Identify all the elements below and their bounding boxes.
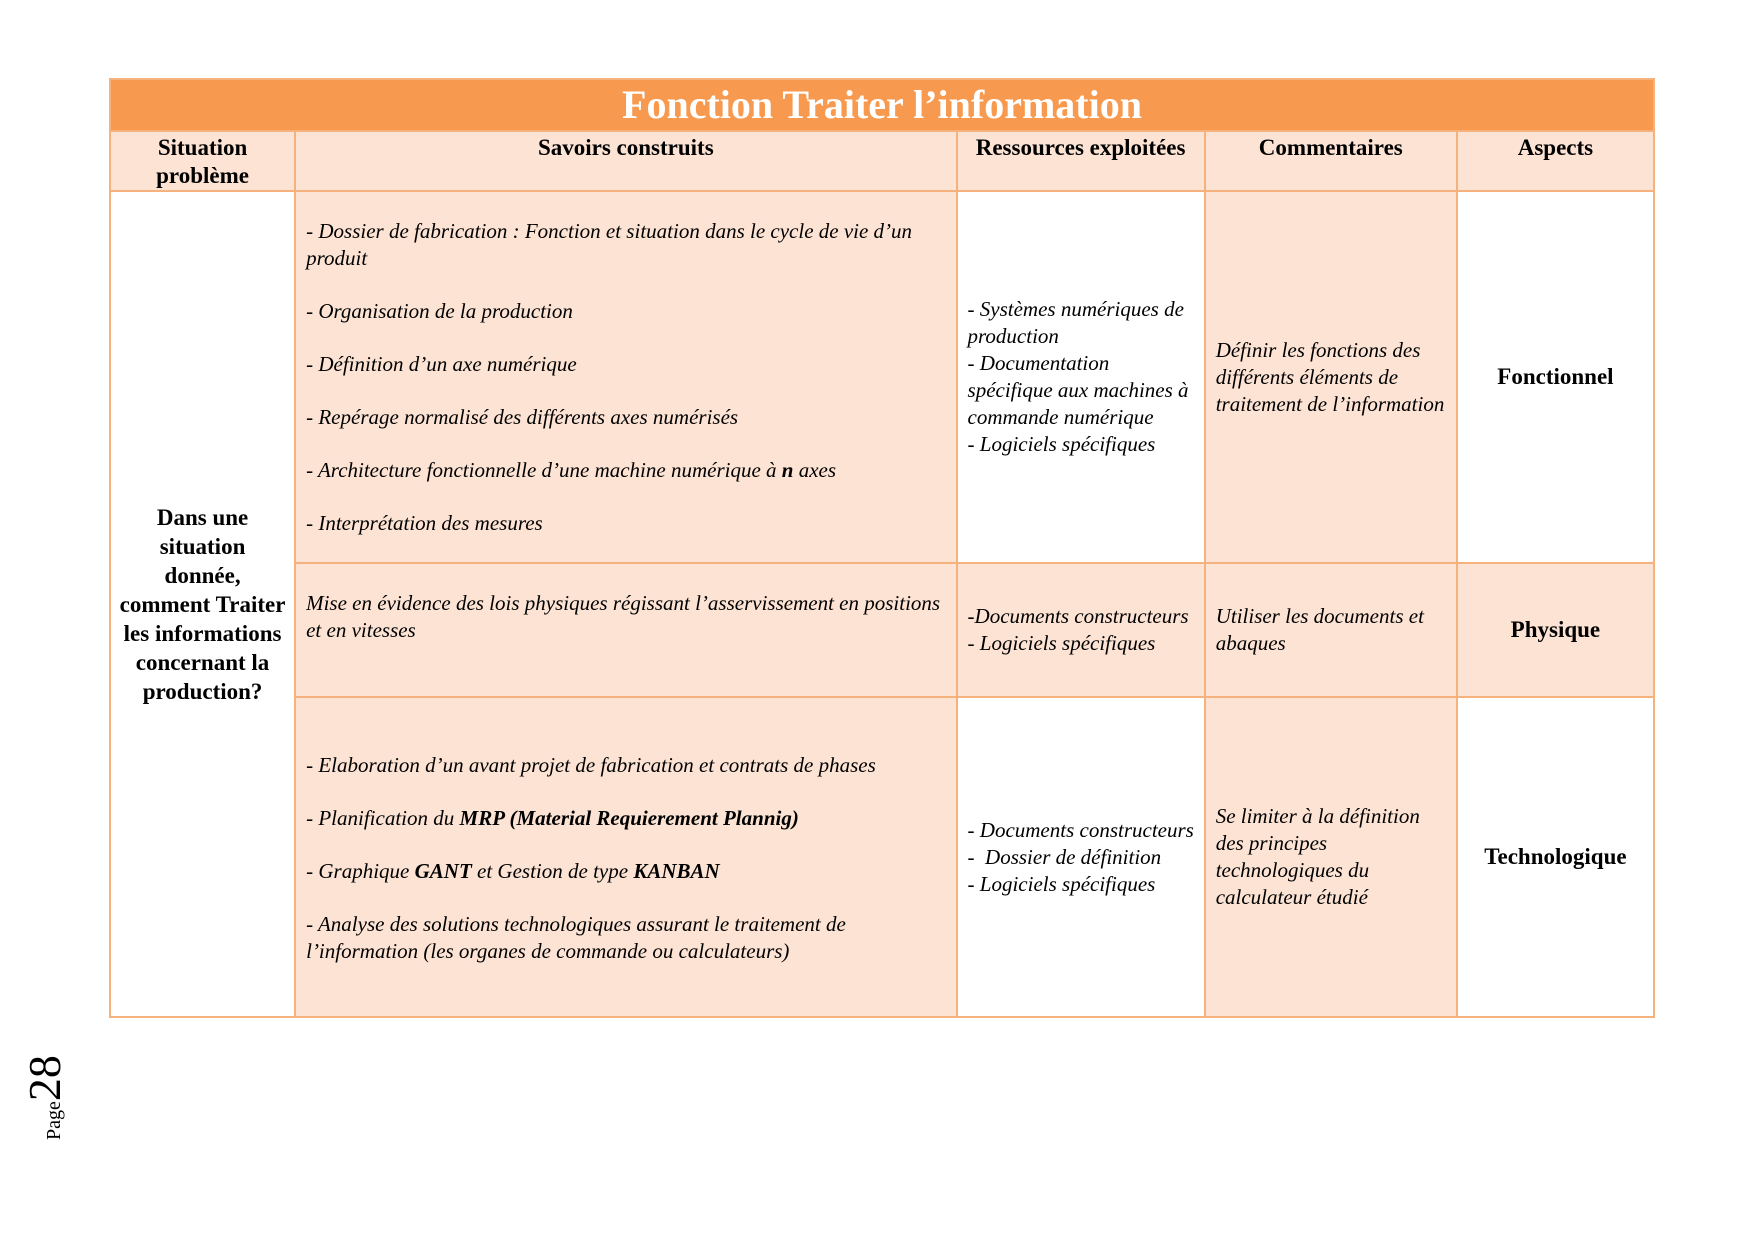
aspect-fonctionnel: Fonctionnel — [1457, 191, 1654, 563]
list-item — [306, 805, 945, 832]
savoirs-cell-technologique — [295, 697, 956, 1017]
curriculum-table — [109, 78, 1655, 1018]
graph-pre: - Graphique — [306, 859, 415, 883]
ressources-cell-fonctionnel — [957, 191, 1205, 563]
aspect-physique: Physique — [1457, 563, 1654, 697]
list-item — [306, 858, 945, 885]
ressources-cell-physique — [957, 563, 1205, 697]
header-savoirs: Savoirs construits — [295, 131, 956, 191]
header-ressources: Ressources exploitées — [957, 131, 1205, 191]
arch-text-pre: - Architecture fonctionnelle d’une machine numérique à — [306, 458, 782, 482]
list-item: - Organisation de la production — [306, 299, 573, 323]
planif-bold: MRP (Material Requierement Plannig) — [459, 806, 799, 830]
list-item: - Définition d’un axe numérique — [306, 352, 577, 376]
situation-probleme-cell — [110, 191, 295, 1017]
graph-bold-gant: GANT — [414, 859, 472, 883]
ressource-item: - Systèmes numériques de production — [967, 297, 1184, 348]
header-aspects: Aspects — [1457, 131, 1654, 191]
list-item: - Interprétation des mesures — [306, 511, 543, 535]
header-commentaires: Commentaires — [1205, 131, 1457, 191]
arch-text-post: axes — [793, 458, 837, 482]
list-item: - Elaboration d’un avant projet de fabrication et contrats de phases — [306, 753, 876, 777]
list-item: - Dossier de fabrication : Fonction et situation dans le cycle de vie d’un produit — [306, 219, 913, 270]
page-number: 28 — [19, 1055, 70, 1102]
graph-mid: et Gestion de type — [471, 859, 634, 883]
graph-bold-kanban: KANBAN — [633, 859, 720, 883]
savoirs-list — [306, 218, 945, 537]
aspect-technologique: Technologique — [1457, 697, 1654, 1017]
header-situation: Situation problème — [110, 131, 295, 191]
commentaire-cell-fonctionnel: Définir les fonctions des différents éléments de traitement de l’information — [1205, 191, 1457, 563]
ressources-cell-technologique — [957, 697, 1205, 1017]
ressource-item: - Documentation spécifique aux machines à commande numérique — [967, 351, 1189, 429]
list-item — [306, 457, 945, 484]
planif-pre: - Planification du — [306, 806, 460, 830]
ressource-item: -Documents constructeurs — [967, 604, 1189, 628]
situation-text: Dans une situation donnée, comment Traiter les informations concernant la production? — [119, 504, 286, 704]
savoirs-list — [306, 752, 945, 965]
list-item: - Analyse des solutions technologiques assurant le traitement de l’information (les organes de commande ou calculateurs) — [306, 912, 846, 963]
ressource-item: - Dossier de définition — [967, 844, 1162, 869]
page-word: Page — [43, 1101, 65, 1140]
commentaire-cell-technologique: Se limiter à la définition des principes technologiques du calculateur étudié — [1205, 697, 1457, 1017]
page-number-label — [18, 1055, 70, 1140]
savoirs-cell-fonctionnel — [295, 191, 956, 563]
commentaire-cell-physique: Utiliser les documents et abaques — [1205, 563, 1457, 697]
table-title: Fonction Traiter l’information — [110, 79, 1654, 131]
savoirs-cell-physique: Mise en évidence des lois physiques régissant l’asservissement en positions et en vitesses — [295, 563, 956, 697]
ressource-item: - Documents constructeurs — [967, 817, 1194, 842]
list-item: - Repérage normalisé des différents axes numérisés — [306, 405, 739, 429]
arch-text-bold: n — [781, 458, 794, 482]
ressource-item: - Logiciels spécifiques — [967, 432, 1156, 456]
ressource-item: - Logiciels spécifiques — [967, 631, 1156, 655]
ressource-item: - Logiciels spécifiques — [967, 871, 1156, 896]
